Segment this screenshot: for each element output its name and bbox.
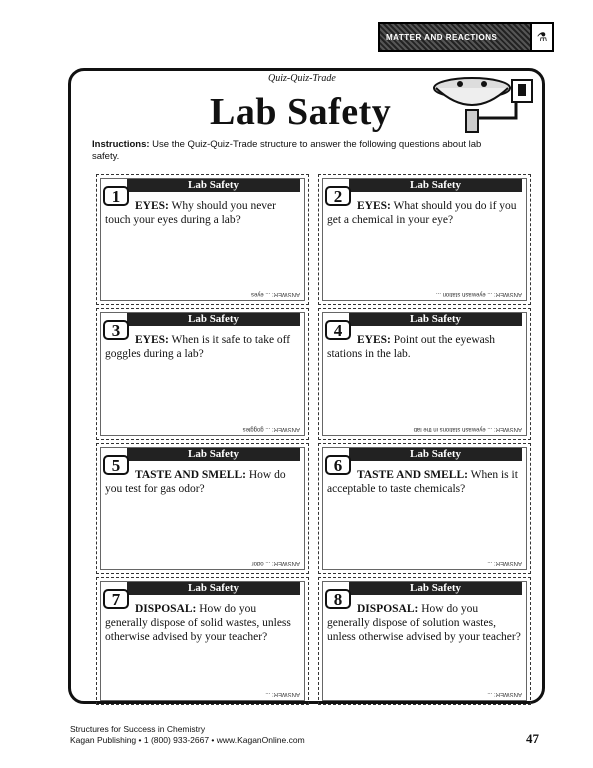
card-category: Lab Safety xyxy=(127,582,300,595)
page-number: 47 xyxy=(526,731,539,746)
quiz-card-4 xyxy=(318,308,531,440)
card-inner xyxy=(322,178,527,301)
card-inner xyxy=(322,447,527,570)
card-answer-upside-down: ANSWER: ... eyes xyxy=(250,291,300,297)
card-category: Lab Safety xyxy=(349,313,522,326)
quiz-card-1 xyxy=(96,174,309,305)
card-topic: TASTE AND SMELL: xyxy=(135,469,246,481)
card-inner xyxy=(100,312,305,436)
card-number: 6 xyxy=(325,455,351,475)
card-topic: EYES: xyxy=(135,200,169,212)
card-category: Lab Safety xyxy=(349,582,522,595)
card-answer-upside-down: ANSWER: ... goggles xyxy=(242,426,300,432)
card-topic: EYES: xyxy=(357,200,391,212)
card-number: 3 xyxy=(103,320,129,340)
footer-credits xyxy=(70,724,305,746)
card-question-text: How do you test for gas odor? xyxy=(105,469,286,495)
card-question xyxy=(327,333,522,361)
card-question-text: When is it safe to take off goggles during a lab? xyxy=(105,334,291,360)
instructions xyxy=(92,139,502,163)
card-topic: EYES: xyxy=(357,334,391,346)
series-header-tab xyxy=(378,22,554,52)
card-topic: TASTE AND SMELL: xyxy=(357,469,468,481)
card-category: Lab Safety xyxy=(127,179,300,192)
footer-publisher: Kagan Publishing • 1 (800) 933-2667 • www.KaganOnline.com xyxy=(70,735,305,745)
card-question-text: Point out the eyewash stations in the lab. xyxy=(327,334,495,360)
card-number: 7 xyxy=(103,589,129,609)
card-inner xyxy=(100,447,305,570)
quiz-card-7 xyxy=(96,577,309,705)
footer-book-title: Structures for Success in Chemistry xyxy=(70,724,206,734)
card-question xyxy=(105,468,300,496)
card-question-text: How do you generally dispose of solution wastes, unless otherwise advised by your teacher? xyxy=(327,603,521,643)
card-question-text: When is it acceptable to taste chemicals? xyxy=(327,469,518,495)
card-question xyxy=(327,602,522,644)
card-number: 5 xyxy=(103,455,129,475)
quiz-card-3 xyxy=(96,308,309,440)
card-topic: DISPOSAL: xyxy=(135,603,197,615)
card-question xyxy=(327,468,522,496)
card-question-text: Why should you never touch your eyes during a lab? xyxy=(105,200,276,226)
card-question xyxy=(327,199,522,227)
card-question xyxy=(105,333,300,361)
card-number: 1 xyxy=(103,186,129,206)
card-question xyxy=(105,602,300,644)
card-answer-upside-down: ANSWER: ... odor xyxy=(251,560,300,566)
card-category: Lab Safety xyxy=(349,179,522,192)
quiz-card-5 xyxy=(96,443,309,574)
card-question-text: What should you do if you get a chemical in your eye? xyxy=(327,200,517,226)
card-answer-upside-down: ANSWER: ... xyxy=(487,691,522,697)
card-number: 4 xyxy=(325,320,351,340)
quiz-card-6 xyxy=(318,443,531,574)
quiz-card-8 xyxy=(318,577,531,705)
card-answer-upside-down: ANSWER: ... eyewash stations in the lab xyxy=(413,426,522,432)
card-number: 8 xyxy=(325,589,351,609)
card-question xyxy=(105,199,300,227)
card-topic: EYES: xyxy=(135,334,169,346)
card-answer-upside-down: ANSWER: ... xyxy=(265,691,300,697)
page-title: Lab Safety xyxy=(210,91,392,133)
card-category: Lab Safety xyxy=(127,313,300,326)
quiz-card-2 xyxy=(318,174,531,305)
structure-label: Quiz-Quiz-Trade xyxy=(268,73,336,84)
card-inner xyxy=(322,312,527,436)
eyewash-station-icon xyxy=(428,70,540,136)
card-topic: DISPOSAL: xyxy=(357,603,419,615)
card-answer-upside-down: ANSWER: ... xyxy=(487,560,522,566)
card-category: Lab Safety xyxy=(127,448,300,461)
card-inner xyxy=(100,178,305,301)
card-answer-upside-down: ANSWER: ... eyewash station ... xyxy=(435,291,522,297)
card-category: Lab Safety xyxy=(349,448,522,461)
series-title-band xyxy=(380,24,530,50)
card-question-text: How do you generally dispose of solid wastes, unless otherwise advised by your teacher? xyxy=(105,603,291,643)
instructions-label: Instructions: xyxy=(92,139,150,150)
series-title: MATTER AND REACTIONS xyxy=(386,32,498,42)
instructions-text: Use the Quiz-Quiz-Trade structure to answer the following questions about lab safety. xyxy=(92,139,482,162)
card-number: 2 xyxy=(325,186,351,206)
chemistry-icon: ⚗ xyxy=(530,24,552,50)
